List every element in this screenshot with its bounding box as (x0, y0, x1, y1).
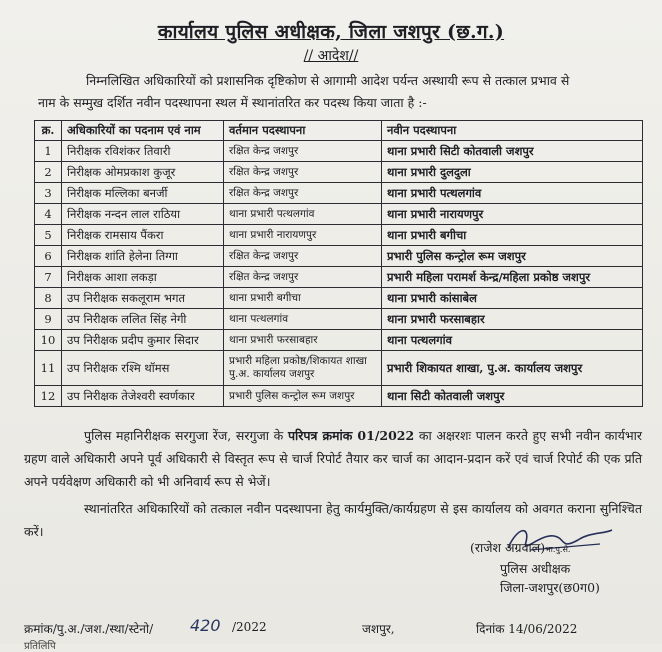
new-posting-cell: थाना प्रभारी नारायणपुर (382, 204, 643, 225)
serial-cell: 5 (35, 225, 62, 246)
new-posting-cell: थाना प्रभारी दुलदुला (382, 162, 643, 183)
serial-cell: 3 (35, 183, 62, 204)
intro-line-1: निम्नलिखित अधिकारियों को प्रशासनिक दृष्टिकोण से आगामी आदेश पर्यन्त अस्थायी रूप से तत्काल प्रभाव से (86, 73, 570, 88)
officer-name-cell: उप निरीक्षक सकलूराम भगत (62, 288, 224, 309)
current-posting-cell: थाना प्रभारी नारायणपुर (224, 225, 382, 246)
transfer-table (34, 120, 643, 407)
table-row (35, 162, 643, 183)
signatory-designation: पुलिस अधीक्षक (500, 561, 571, 576)
new-posting-cell: थाना प्रभारी पत्थलगांव (382, 183, 643, 204)
table-row (35, 267, 643, 288)
current-posting-cell: थाना प्रभारी बगीचा (224, 288, 382, 309)
order-heading (0, 46, 662, 65)
new-posting-cell: थाना प्रभारी बगीचा (382, 225, 643, 246)
signatory-district: जिला-जशपुर(छ0ग0) (500, 580, 600, 595)
reference-prefix: क्रमांक/पु.अ./जश./स्था/स्टेनो/ (24, 622, 154, 636)
table-row (35, 246, 643, 267)
current-posting-cell: थाना प्रभारी फरसाबहार (224, 330, 382, 351)
signatory-name: (राजेश अग्रवाल) (470, 540, 546, 555)
header-serial: क्र. (35, 121, 62, 141)
officer-name-cell: निरीक्षक नन्दन लाल राठिया (62, 204, 224, 225)
table-row (35, 141, 643, 162)
reference-year: /2022 (232, 620, 267, 634)
circular-reference: परिपत्र क्रमांक 01/2022 (287, 428, 415, 443)
officer-name-cell: निरीक्षक रामसाय पैंकरा (62, 225, 224, 246)
officer-name-cell: उप निरीक्षक प्रदीप कुमार सिदार (62, 330, 224, 351)
serial-cell: 1 (35, 141, 62, 162)
new-posting-cell: प्रभारी पुलिस कन्ट्रोल रूम जशपुर (382, 246, 643, 267)
officer-name-cell: उप निरीक्षक तेजेश्वरी स्वर्णकार (62, 386, 224, 407)
para2-text: स्थानांतरित अधिकारियों को तत्काल नवीन पदस्थापना हेतु कार्यमुक्ति/कार्यग्रहण से इस कार्यालय को अवगत कराना सुनिश्चित करें। (24, 501, 642, 539)
officer-name-cell: उप निरीक्षक ललित सिंह नेगी (62, 309, 224, 330)
current-posting-cell: थाना पत्थलगांव (224, 309, 382, 330)
serial-cell: 10 (35, 330, 62, 351)
officer-name-cell: निरीक्षक आशा लकड़ा (62, 267, 224, 288)
header-name: अधिकारियों का पदनाम एवं नाम (62, 121, 224, 141)
header-new-posting: नवीन पदस्थापना (382, 121, 643, 141)
current-posting-cell: थाना प्रभारी पत्थलगांव (224, 204, 382, 225)
current-posting-cell: रक्षित केन्द्र जशपुर (224, 141, 382, 162)
new-posting-cell: प्रभारी शिकायत शाखा, पु.अ. कार्यालय जशपुर (382, 351, 643, 386)
new-posting-cell: थाना सिटी कोतवाली जशपुर (382, 386, 643, 407)
table-row (35, 309, 643, 330)
current-posting-cell: रक्षित केन्द्र जशपुर (224, 162, 382, 183)
officer-name-cell: निरीक्षक मल्लिका बनर्जी (62, 183, 224, 204)
current-posting-cell: प्रभारी पुलिस कन्ट्रोल रूम जशपुर (224, 386, 382, 407)
current-posting-cell: प्रभारी महिला प्रकोष्ठ/शिकायत शाखा पु.अ. कार्यालय जशपुर (224, 351, 382, 386)
current-posting-cell: रक्षित केन्द्र जशपुर (224, 267, 382, 288)
order-date: दिनांक 14/06/2022 (476, 622, 578, 636)
table-row (35, 183, 643, 204)
table-row (35, 204, 643, 225)
new-posting-cell: थाना प्रभारी कांसाबेल (382, 288, 643, 309)
signature-block (470, 538, 650, 597)
order-label: // आदेश// (303, 48, 359, 64)
officer-name-cell: निरीक्षक ओमप्रकाश कुजूर (62, 162, 224, 183)
officer-name-cell: निरीक्षक शांति हेलेना तिग्गा (62, 246, 224, 267)
serial-cell: 4 (35, 204, 62, 225)
table-row (35, 386, 643, 407)
current-posting-cell: रक्षित केन्द्र जशपुर (224, 246, 382, 267)
copy-label: प्रतिलिपि (24, 641, 56, 652)
reference-number: 420 (190, 616, 221, 635)
serial-cell: 8 (35, 288, 62, 309)
place: जशपुर, (362, 622, 395, 636)
new-posting-cell: प्रभारी महिला परामर्श केन्द्र/महिला प्रकोष्ठ जशपुर (382, 267, 643, 288)
table-row (35, 351, 643, 386)
serial-cell: 11 (35, 351, 62, 386)
new-posting-cell: थाना प्रभारी सिटी कोतवाली जशपुर (382, 141, 643, 162)
serial-cell: 12 (35, 386, 62, 407)
officer-name-cell: निरीक्षक रविशंकर तिवारी (62, 141, 224, 162)
signatory-service: भा.पु.से. (545, 545, 571, 554)
current-posting-cell: रक्षित केन्द्र जशपुर (224, 183, 382, 204)
officer-name-cell: उप निरीक्षक रश्मि थॉमस (62, 351, 224, 386)
table-header-row (35, 121, 643, 141)
new-posting-cell: थाना पत्थलगांव (382, 330, 643, 351)
header-current-posting: वर्तमान पदस्थापना (224, 121, 382, 141)
para1-text-end: का अक्षरशः पालन करते हुए सभी नवीन कार्यभार ग्रहण वाले अधिकारी अपने पूर्व अधिकारी से विस्तृत रूप से चार्ज रिपोर्ट तैयार कर चार्ज का आदान-प्रदान करें एवं चार्ज रिपोर्ट की एक प्रति अपने पर्यवेक्षण अधिकारी को भी अनिवार्य रूप से भेजें। (24, 428, 642, 489)
serial-cell: 7 (35, 267, 62, 288)
new-posting-cell: थाना प्रभारी फरसाबहार (382, 309, 643, 330)
serial-cell: 2 (35, 162, 62, 183)
office-title: कार्यालय पुलिस अधीक्षक, जिला जशपुर (छ.ग.) (157, 21, 505, 43)
intro-line-2: नाम के सम्मुख दर्शित नवीन पदस्थापना स्थल में स्थानांतरित कर पदस्थ किया जाता है :- (38, 95, 427, 110)
serial-cell: 9 (35, 309, 62, 330)
intro-text (38, 70, 648, 114)
table-row (35, 330, 643, 351)
table-row (35, 288, 643, 309)
circular-paragraph (24, 424, 642, 493)
table-body (35, 141, 643, 407)
para1-text-start: पुलिस महानिरीक्षक सरगुजा रेंज, सरगुजा के (84, 428, 288, 443)
serial-cell: 6 (35, 246, 62, 267)
table-row (35, 225, 643, 246)
